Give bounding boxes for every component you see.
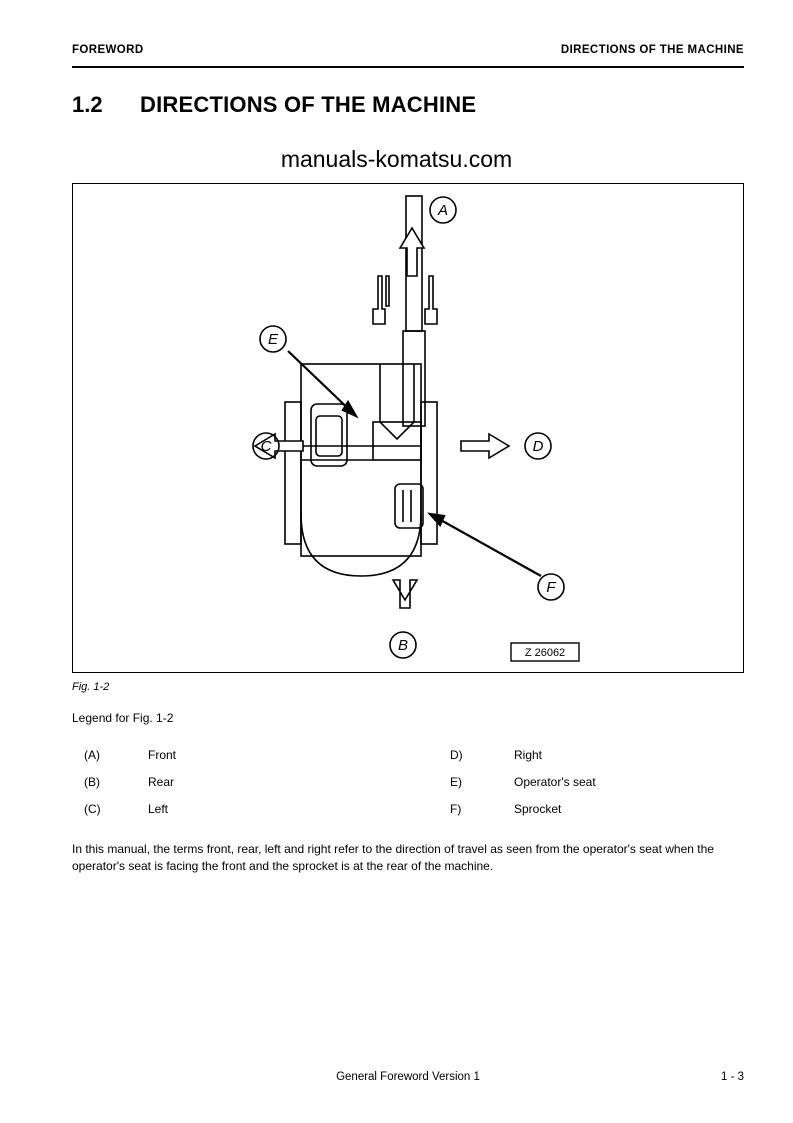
legend-key: E) xyxy=(450,775,462,789)
legend-key: (A) xyxy=(84,748,100,762)
header-section-label: FOREWORD xyxy=(72,44,144,56)
legend-value: Left xyxy=(148,802,169,816)
legend-value: Sprocket xyxy=(514,802,562,816)
callout-c-label: C xyxy=(260,438,272,455)
legend-column-left xyxy=(84,748,176,829)
header-divider xyxy=(72,66,744,68)
legend-item xyxy=(84,748,176,775)
body-paragraph: In this manual, the terms front, rear, left and right refer to the direction of travel as seen from the operator's seat when the operator's seat is facing the front and the sprocket is at the rear of the machine. xyxy=(72,842,714,873)
legend-item xyxy=(84,802,176,829)
footer-document-title: General Foreword Version 1 xyxy=(336,1071,480,1083)
callout-b-label: B xyxy=(397,637,409,654)
section-number: 1.2 xyxy=(72,92,103,117)
figure-caption: Fig. 1-2 xyxy=(72,681,110,693)
legend-key: F) xyxy=(450,802,462,816)
figure-frame xyxy=(72,183,744,673)
watermark-text: manuals-komatsu.com xyxy=(280,146,513,172)
page-header xyxy=(72,44,744,56)
callout-e-label: E xyxy=(267,331,279,348)
legend-item xyxy=(450,748,596,775)
legend-item xyxy=(84,775,176,802)
legend-item xyxy=(450,775,596,802)
footer-page-number: 1 - 3 xyxy=(720,1071,744,1083)
legend-value: Rear xyxy=(148,775,175,789)
legend-column-right xyxy=(450,748,596,829)
legend-value: Operator's seat xyxy=(514,775,596,789)
page-title xyxy=(72,92,744,118)
callout-d-label: D xyxy=(532,438,544,455)
drawing-code-label: Z 26062 xyxy=(524,647,566,659)
legend-key: (B) xyxy=(84,775,100,789)
header-topic-label: DIRECTIONS OF THE MACHINE xyxy=(560,44,744,56)
callout-a-label: A xyxy=(437,202,449,219)
legend-value: Right xyxy=(514,748,543,762)
legend-key: (C) xyxy=(84,802,101,816)
legend-value: Front xyxy=(148,748,177,762)
callout-f-label: F xyxy=(546,579,556,596)
machine-diagram xyxy=(73,184,743,672)
legend-item xyxy=(450,802,596,829)
section-title-text: DIRECTIONS OF THE MACHINE xyxy=(140,92,477,117)
legend-title: Legend for Fig. 1-2 xyxy=(72,711,174,725)
legend-key: D) xyxy=(450,748,463,762)
